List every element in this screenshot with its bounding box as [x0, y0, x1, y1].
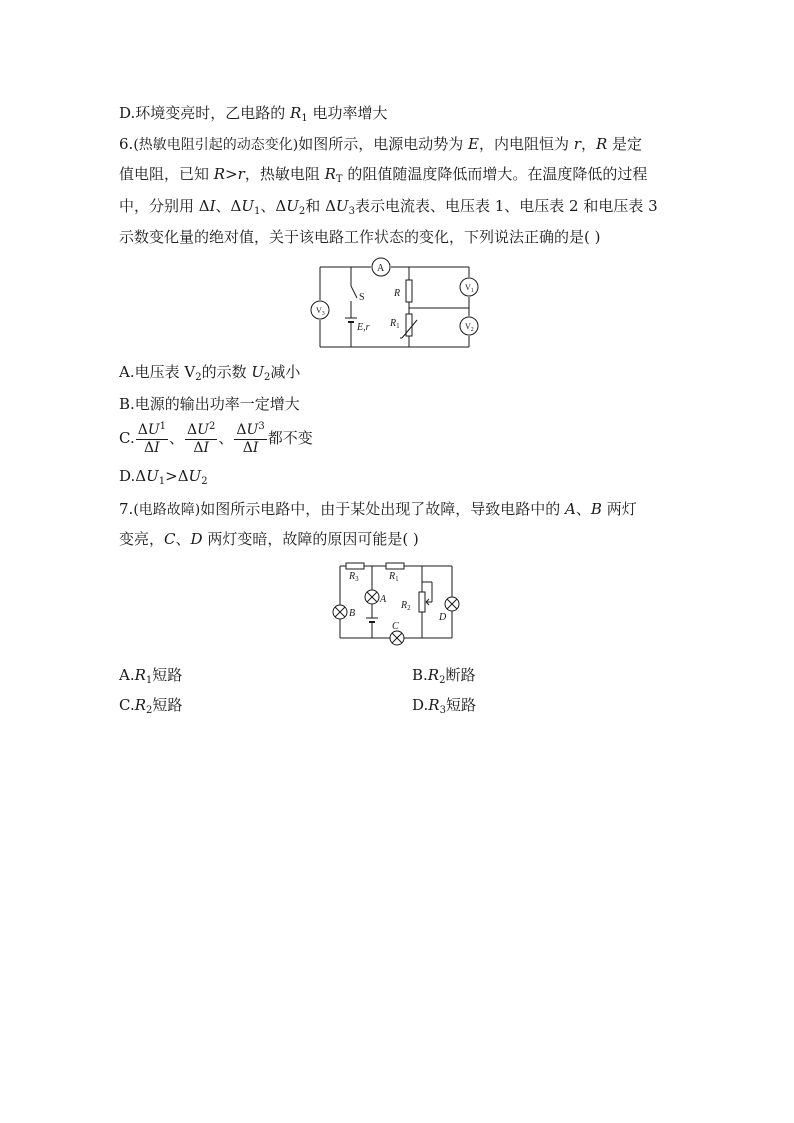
sub: 1	[158, 476, 166, 487]
var-U: U	[246, 421, 259, 438]
r2-label: R	[401, 600, 408, 611]
sup: 2	[208, 420, 216, 432]
lamp-c-label: C	[392, 621, 399, 632]
opt-text: >Δ	[165, 467, 189, 485]
fraction-1	[136, 422, 168, 457]
opt-text: 的示数	[201, 363, 252, 381]
thermistor-label: R	[390, 318, 397, 329]
r2-sub: 2	[407, 604, 411, 612]
q6-option-a	[119, 362, 300, 382]
sub: 2	[298, 206, 306, 217]
q7-tag: (电路故障)	[133, 502, 201, 518]
v1-label: V	[465, 283, 471, 292]
var-I: I	[252, 439, 259, 456]
q6-text: 和 Δ	[305, 197, 336, 215]
sub: 2	[201, 476, 208, 487]
fraction-2	[185, 422, 217, 457]
emf-label: E,r	[357, 322, 370, 333]
sep: 、	[218, 429, 234, 447]
var-R: R	[595, 135, 608, 153]
q6-text: 是定	[607, 135, 643, 153]
q7-text: 变亮，	[119, 530, 165, 548]
switch-label: S	[359, 292, 365, 303]
opt-text: 短路	[445, 696, 476, 714]
q7-stem-line2	[119, 529, 419, 549]
q7-option-d	[412, 695, 476, 715]
var-R: R	[427, 666, 440, 684]
delta: Δ	[193, 439, 204, 456]
r1-sub: 1	[395, 575, 399, 583]
var-U: U	[188, 467, 202, 485]
q6-number: 6.	[119, 135, 134, 153]
sub: 2	[195, 372, 202, 383]
q6-inequality: R>r	[213, 165, 245, 183]
v2-label: V	[465, 322, 471, 331]
svg-text:R1	[389, 318, 400, 330]
q5-option-d	[119, 103, 387, 123]
q7-text: 如图所示电路中，由于某处出现了故障，导致电路中的	[200, 500, 566, 518]
q6-option-b: B.电源的输出功率一定增大	[119, 395, 300, 413]
q6-text: 表示电流表、电压表 1、电压表 2 和电压表 3	[354, 197, 658, 215]
var-D: D	[190, 530, 203, 548]
q6-circuit-diagram	[305, 256, 490, 352]
var-U: U	[251, 363, 265, 381]
r3-label: R	[349, 571, 356, 582]
var-U: U	[197, 421, 209, 438]
sub: 2	[146, 705, 153, 716]
q5-optd-sub: 1	[301, 113, 308, 124]
var-R: R	[428, 696, 440, 714]
q6-text: 、Δ	[260, 197, 287, 215]
sup: 3	[258, 420, 265, 432]
delta: Δ	[236, 421, 247, 438]
opt-text: 短路	[152, 696, 183, 714]
r1-label: R	[389, 571, 396, 582]
var-B: B	[590, 500, 602, 518]
svg-text:R1	[388, 571, 399, 583]
opt-text: 断路	[445, 666, 476, 684]
var-I: I	[154, 439, 160, 456]
q7-option-c	[119, 695, 182, 715]
var-C: C	[164, 530, 176, 548]
sep: 、	[575, 500, 591, 518]
var-R: R	[134, 696, 147, 714]
sub: 3	[348, 206, 355, 217]
q6-stem-line1	[119, 134, 642, 155]
q6-stem-line3	[119, 196, 658, 216]
delta: Δ	[144, 439, 155, 456]
sep: 、	[169, 429, 185, 447]
var-R: R	[134, 666, 146, 684]
var-r: r	[573, 135, 581, 153]
q7-option-a	[119, 665, 182, 685]
var-RT-sub: T	[335, 174, 343, 185]
var-U: U	[241, 197, 255, 215]
v2-sub: 2	[470, 327, 474, 333]
lamp-d-label: D	[439, 612, 447, 623]
q6-tag: (热敏电阻引起的动态变化)	[133, 137, 299, 153]
opt-text: B.	[412, 666, 428, 684]
opt-text: A.电压表 V	[119, 363, 196, 381]
var-U: U	[146, 467, 159, 485]
q7-text: 两灯	[601, 500, 637, 518]
opt-text: A.	[119, 666, 135, 684]
v3-label: V	[316, 306, 322, 315]
q6-option-d	[119, 466, 208, 486]
q6-text: 的阻值随温度降低而增大。在温度降低的过程	[342, 165, 648, 183]
v3-sub: 3	[321, 311, 325, 317]
opt-text: D.	[412, 696, 429, 714]
q5-optd-suffix: 电功率增大	[307, 104, 388, 122]
var-E: E	[468, 135, 479, 153]
q6-text: ，热敏电阻	[244, 165, 325, 183]
sub: 1	[145, 675, 153, 686]
var-U: U	[286, 197, 299, 215]
opt-text: 都不变	[267, 429, 313, 447]
r3-sub: 3	[355, 575, 359, 583]
q6-stem-line4: 示数变化量的绝对值，关于该电路工作状态的变化，下列说法正确的是( )	[119, 228, 601, 246]
sup: 1	[159, 420, 167, 432]
thermistor-sub: 1	[396, 322, 400, 330]
q6-text: 中，分别用 Δ	[119, 197, 210, 215]
sep: 、	[175, 530, 191, 548]
delta: Δ	[242, 439, 253, 456]
opt-text: 短路	[152, 666, 183, 684]
sub: 2	[264, 372, 271, 383]
q6-text: ，	[580, 135, 596, 153]
delta: Δ	[187, 421, 198, 438]
sub: 3	[439, 705, 446, 716]
q6-option-c	[119, 420, 313, 457]
var-I: I	[203, 439, 210, 456]
q7-circuit-diagram	[330, 560, 462, 648]
svg-text:R2	[400, 600, 411, 612]
lamp-b-label: B	[349, 608, 356, 619]
opt-text: C.	[119, 429, 135, 447]
sub: 1	[254, 206, 261, 217]
var-U: U	[147, 421, 160, 438]
lamp-a-label: A	[380, 594, 387, 605]
resistor-label: R	[394, 288, 401, 299]
ammeter-label: A	[377, 263, 385, 274]
v1-sub: 1	[470, 288, 474, 294]
q7-text: 两灯变暗，故障的原因可能是( )	[202, 530, 419, 548]
opt-text: C.	[119, 696, 135, 714]
var-RT: R	[324, 165, 336, 183]
q6-text: 值电阻，已知	[119, 165, 214, 183]
q5-optd-var: R	[290, 104, 302, 122]
var-U: U	[335, 197, 349, 215]
opt-text: 减小	[270, 363, 301, 381]
fraction-3	[234, 422, 266, 457]
q5-optd-prefix: D.环境变亮时，乙电路的	[119, 104, 291, 122]
q6-text: 、Δ	[215, 197, 242, 215]
q7-option-b	[412, 665, 475, 685]
q6-text: ，内电阻恒为	[478, 135, 574, 153]
svg-text:R3	[348, 571, 359, 583]
var-A: A	[565, 500, 576, 518]
delta: Δ	[137, 421, 148, 438]
q7-stem-line1	[119, 499, 637, 520]
sub: 2	[439, 675, 446, 686]
q6-text: 如图所示，电源电动势为	[298, 135, 469, 153]
opt-text: D.Δ	[119, 467, 147, 485]
var-I: I	[209, 197, 216, 215]
q6-stem-line2	[119, 164, 647, 184]
q7-number: 7.	[119, 500, 134, 518]
